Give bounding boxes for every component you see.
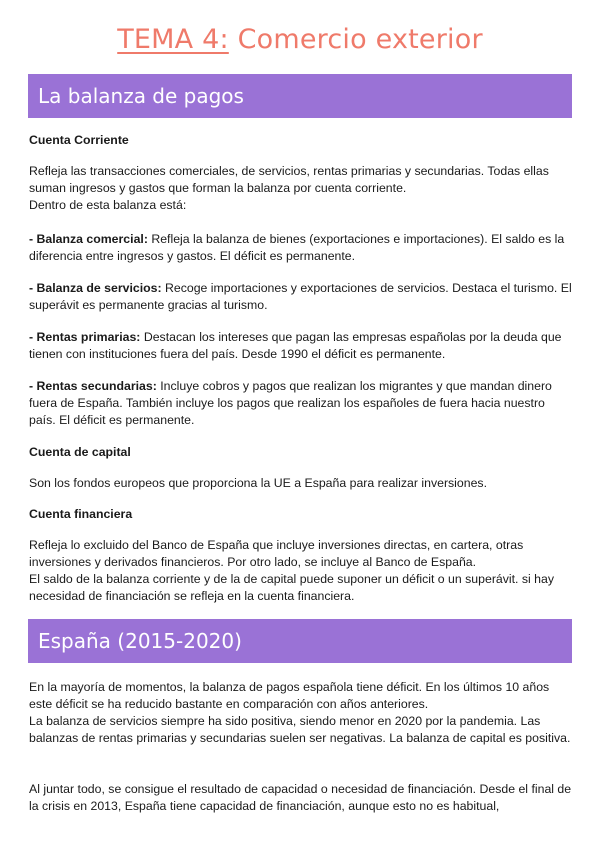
cuenta-financiera-text: Refleja lo excluido del Banco de España que incluye inversiones directas, en cartera, otras inversiones y derivados financieros. Por otro lado, se incluye al Banco de España. <box>29 538 524 569</box>
item-text: Refleja la balanza de bienes (exportaciones e importaciones). El saldo es la diferencia entre ingresos y gastos. El déficit es permanente. <box>29 232 565 263</box>
cuenta-corriente-paragraph <box>29 163 574 214</box>
list-item-rentas-primarias <box>29 329 574 363</box>
cuenta-corriente-intro: Dentro de esta balanza está: <box>29 198 187 212</box>
section-banner-balanza: La balanza de pagos <box>28 74 572 118</box>
item-text: Recoge importaciones y exportaciones de servicios. Destaca el turismo. El superávit es permanente gracias al turismo. <box>29 281 572 312</box>
cuenta-financiera-heading: Cuenta financiera <box>29 507 133 521</box>
espana-paragraph <box>29 679 574 747</box>
item-text: Destacan los intereses que pagan las empresas españolas por la deuda que tienen con instituciones fuera del país. Desde 1990 el déficit es permanente. <box>29 330 562 361</box>
cuenta-financiera-paragraph <box>29 537 574 605</box>
espana-deficit-text: En la mayoría de momentos, la balanza de pagos española tiene déficit. En los últimos 10 años este déficit se ha reducido bastante en comparación con años anteriores. <box>29 680 550 711</box>
item-lead: - Rentas secundarias: <box>29 379 157 393</box>
page-title <box>0 24 600 55</box>
saldo-text: El saldo de la balanza corriente y de la de capital puede suponer un déficit o un superávit. si hay necesidad de financiación se refleja en la cuenta financiera. <box>29 572 555 603</box>
list-item-balanza-comercial <box>29 231 574 265</box>
title-rest: Comercio exterior <box>228 24 483 55</box>
list-item-balanza-servicios <box>29 280 574 314</box>
espana-financiacion-text: Al juntar todo, se consigue el resultado de capacidad o necesidad de financiación. Desde el final de la crisis en 2013, España tiene capacidad de financiación, aunque esto no es habitual, <box>29 782 572 813</box>
item-lead: - Rentas primarias: <box>29 330 141 344</box>
list-item-rentas-secundarias <box>29 378 574 429</box>
cuenta-capital-heading: Cuenta de capital <box>29 445 131 459</box>
section-banner-espana: España (2015-2020) <box>28 619 572 663</box>
item-lead: - Balanza de servicios: <box>29 281 162 295</box>
item-text: Incluye cobros y pagos que realizan los migrantes y que mandan dinero fuera de España. También incluye los pagos que realizan los españoles de fuera hacia nuestro país. El déficit es permanente. <box>29 379 552 427</box>
cuenta-corriente-text: Refleja las transacciones comerciales, de servicios, rentas primarias y secundarias. Todas ellas suman ingresos y gastos que forman la balanza por cuenta corriente. <box>29 164 549 195</box>
cuenta-capital-text: Son los fondos europeos que proporciona la UE a España para realizar inversiones. <box>29 476 487 490</box>
title-prefix: TEMA 4: <box>117 24 229 55</box>
espana-balanzas-text: La balanza de servicios siempre ha sido positiva, siendo menor en 2020 por la pandemia. Las balanzas de rentas primarias y secundarias suelen ser negativas. La balanza de capital es positiva. <box>29 714 571 745</box>
cuenta-corriente-heading: Cuenta Corriente <box>29 133 129 147</box>
item-lead: - Balanza comercial: <box>29 232 148 246</box>
